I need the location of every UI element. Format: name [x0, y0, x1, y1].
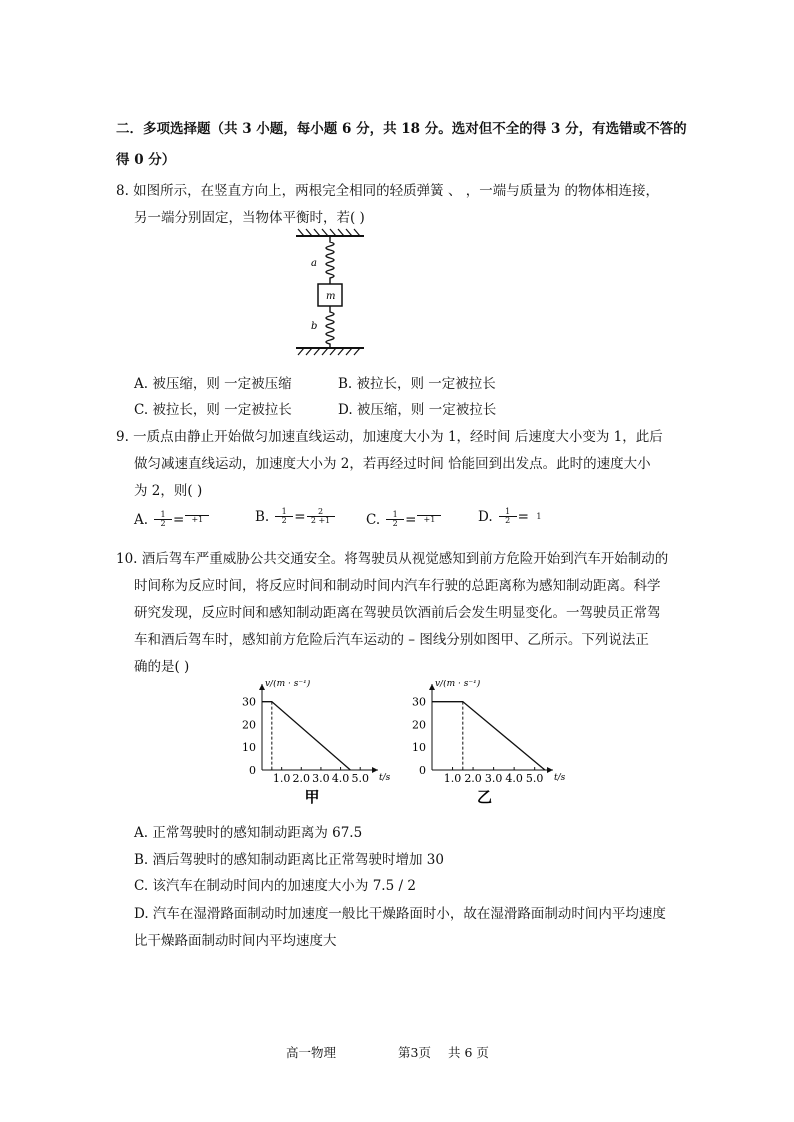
q8-option-b: B. 被拉长，则 一定被拉长: [338, 376, 496, 392]
x-tick-label: 5.0: [351, 772, 369, 785]
q9-option-b: B. $\frac{1}{2}$ = $\frac{2}{2 +1}$: [255, 508, 336, 525]
q8-option-a: A. 被压缩，则 一定被压缩: [134, 376, 292, 392]
spring-a: [326, 236, 334, 284]
vt-series-line: [262, 702, 350, 770]
x-tick-label: 5.0: [525, 772, 544, 785]
q10-line1: 10. 酒后驾车严重威胁公共交通安全。将驾驶员从视觉感知到前方危险开始到汽车开始制动的: [116, 551, 669, 567]
chart-caption: 甲: [304, 788, 320, 806]
section-header-line1: 二．多项选择题（共 3 小题，每小题 6 分，共 18 分。选对但不全的得 3 分，有选错或不答的: [116, 121, 687, 137]
label-b: b: [311, 321, 318, 332]
q9-option-a: A. $\frac{1}{2}$ = +1: [134, 511, 210, 528]
footer-total: 共 6 页: [448, 1045, 489, 1060]
section-header-line2: 得 0 分）: [116, 152, 176, 168]
y-tick-label: 0: [419, 764, 426, 777]
q8-line1: 8. 如图所示，在竖直方向上，两根完全相同的轻质弹簧 、 ，一端与质量为 的物体相连接，: [116, 183, 660, 199]
y-axis-label: v/(m · s⁻¹): [435, 680, 481, 689]
x-tick-label: 2.0: [464, 772, 482, 785]
q10-option-c: C. 该汽车在制动时间内的加速度大小为 7.5 / 2: [134, 878, 416, 894]
x-axis-label: t/s: [554, 773, 565, 783]
x-axis-label: t/s: [379, 773, 390, 783]
q10-line3: 研究发现，反应时间和感知制动距离在驾驶员饮酒前后会发生明显变化。一驾驶员正常驾: [134, 605, 661, 621]
chart-caption: 乙: [476, 788, 493, 806]
q10-line2: 时间称为反应时间，将反应时间和制动时间内汽车行驶的总距离称为感知制动距离。科学: [134, 578, 661, 594]
q9-line3: 为 2，则( ): [134, 483, 203, 499]
q10-option-b: B. 酒后驾驶时的感知制动距离比正常驾驶时增加 30: [134, 852, 444, 868]
y-axis-label: v/(m · s⁻¹): [265, 680, 311, 689]
y-tick-label: 30: [412, 695, 426, 709]
spring-b: [326, 306, 334, 348]
q9-line2: 做匀减速直线运动，加速度大小为 2，若再经过时间 恰能回到出发点。此时的速度大小: [134, 456, 651, 472]
q10-option-d-line1: D. 汽车在湿滑路面制动时加速度一般比干燥路面时小，故在湿滑路面制动时间内平均速度: [134, 906, 666, 922]
x-tick-label: 4.0: [505, 772, 523, 785]
q8-line2: 另一端分别固定，当物体平衡时，若( ): [134, 210, 365, 226]
q8-option-d: D. 被压缩，则 一定被拉长: [338, 402, 497, 418]
q8-option-c: C. 被拉长，则 一定被拉长: [134, 402, 292, 418]
q9-option-c: C. $\frac{1}{2}$ = +1: [366, 511, 442, 528]
q9-option-d: D. $\frac{1}{2}$ = 1: [478, 507, 542, 525]
q10-option-a: A. 正常驾驶时的感知制动距离为 67.5: [134, 825, 363, 841]
q10-line4: 车和酒后驾车时，感知前方危险后汽车运动的 – 图线分别如图甲、乙所示。下列说法正: [134, 632, 649, 648]
y-tick-label: 10: [242, 741, 256, 755]
spring-mass-figure: [290, 228, 370, 356]
q9-line1: 9. 一质点由静止开始做匀加速直线运动，加速度大小为 1，经时间 后速度大小变为 1，此后: [116, 429, 663, 445]
y-tick-label: 10: [412, 741, 426, 755]
x-tick-label: 4.0: [331, 772, 350, 785]
y-tick-label: 20: [242, 718, 256, 732]
x-axis-arrow: [547, 767, 553, 773]
vt-chart-yi: [400, 680, 565, 806]
x-tick-label: 1.0: [443, 772, 462, 785]
footer-subject: 高一物理: [286, 1045, 337, 1060]
x-axis-arrow: [372, 767, 378, 773]
label-a: a: [311, 258, 317, 269]
label-m: m: [326, 291, 336, 302]
footer-page: 第3页: [398, 1045, 431, 1060]
vt-chart-jia: [230, 680, 390, 806]
y-tick-label: 20: [412, 718, 426, 732]
vt-series-line: [432, 702, 545, 770]
y-tick-label: 30: [242, 695, 256, 709]
q10-line5: 确的是( ): [134, 659, 190, 675]
y-tick-label: 0: [249, 764, 256, 777]
x-tick-label: 2.0: [292, 772, 311, 785]
x-tick-label: 3.0: [312, 772, 330, 785]
x-tick-label: 1.0: [272, 772, 291, 785]
q10-option-d-line2: 比干燥路面制动时间内平均速度大: [134, 933, 337, 949]
x-tick-label: 3.0: [484, 772, 503, 785]
